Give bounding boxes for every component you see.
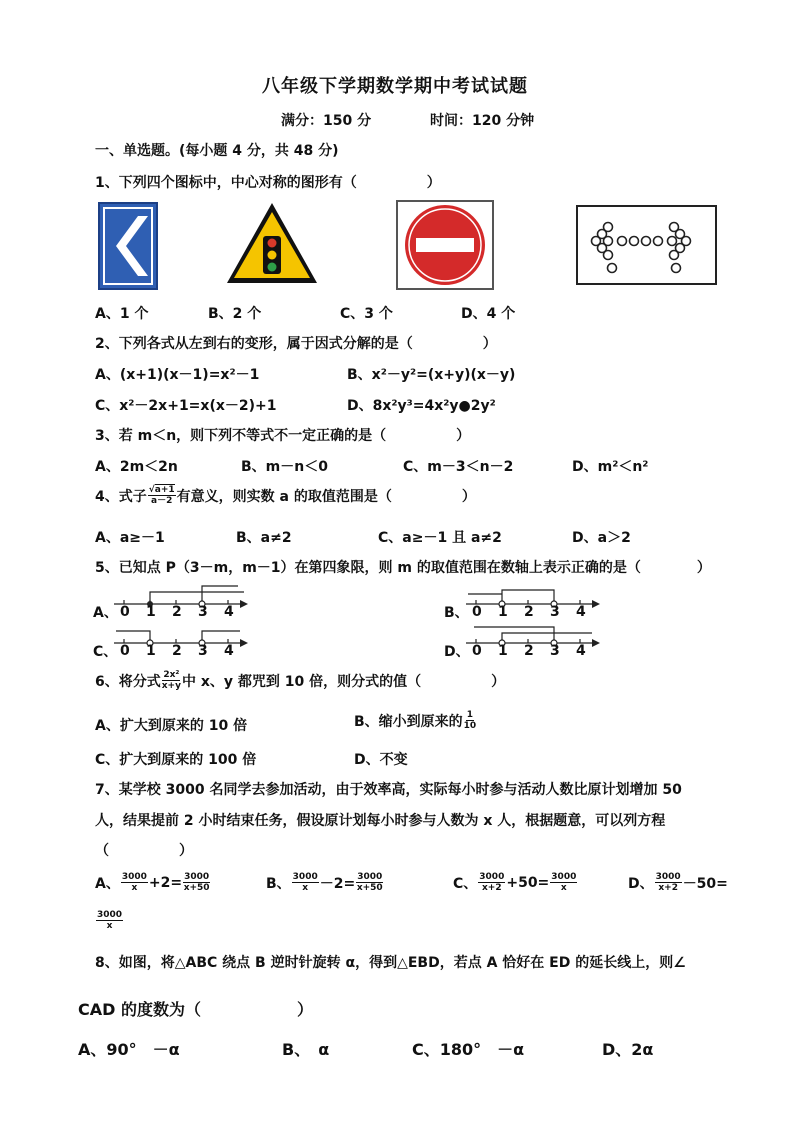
q2-option-b: B、x²－y²=(x+y)(x－y) xyxy=(347,367,516,383)
q8-option-b: B、 α xyxy=(282,1040,330,1059)
q8-line-1: 8、如图，将△ABC 绕点 B 逆时针旋转 α，得到△EBD，若点 A 恰好在 ED 的延长线上，则∠ xyxy=(95,955,686,971)
q2-option-c: C、x²－2x+1=x(x－2)+1 xyxy=(95,398,277,414)
q7-option-c xyxy=(453,872,578,893)
q4-stem xyxy=(95,485,476,506)
q6-denominator: x+y xyxy=(161,681,181,691)
q5-label-b: B、 xyxy=(444,605,469,621)
q1-option-b: B、2 个 xyxy=(208,306,262,322)
q6-option-b-numerator: 1 xyxy=(466,710,474,720)
tick-label: 4 xyxy=(224,604,234,620)
numerator: 3000 xyxy=(121,872,147,882)
q5-label-c: C、 xyxy=(93,644,118,660)
fraction xyxy=(292,872,319,893)
q6-option-c: C、扩大到原来的 100 倍 xyxy=(95,752,257,768)
tick-label: 0 xyxy=(120,643,130,659)
tick-label: 2 xyxy=(172,604,182,620)
tick-label: 0 xyxy=(472,643,482,659)
denominator: x xyxy=(302,883,309,893)
fraction xyxy=(96,910,123,931)
tick-label: 0 xyxy=(472,604,482,620)
q6-option-b xyxy=(354,710,477,731)
q4-denominator: a－2 xyxy=(151,496,173,506)
q3-stem: 3、若 m＜n，则下列不等式不一定正确的是（ ） xyxy=(95,428,471,444)
q7-option-d-continued xyxy=(95,910,124,931)
fraction xyxy=(478,872,505,893)
denominator: x+2 xyxy=(658,883,678,893)
q4-option-c: C、a≥－1 且 a≠2 xyxy=(378,530,502,546)
q3-option-d: D、m²＜n² xyxy=(572,459,649,475)
traffic-light-warning-sign-icon xyxy=(224,200,320,286)
q1-stem: 1、下列四个图标中，中心对称的图形有（ ） xyxy=(95,175,441,191)
q6-numerator: 2x² xyxy=(163,670,180,680)
q7-line-1: 7、某学校 3000 名同学去参加活动，由于效率高，实际每小时参与活动人数比原计划增加 50 xyxy=(95,782,682,798)
chevron-left-sign-icon xyxy=(98,202,158,290)
fraction xyxy=(550,872,577,893)
q1-option-c: C、3 个 xyxy=(340,306,393,322)
tick-label: 4 xyxy=(224,643,234,659)
tick-label: 3 xyxy=(198,643,208,659)
q6-option-b-denominator: 10 xyxy=(463,721,477,731)
q2-option-a: A、(x+1)(x－1)=x²－1 xyxy=(95,367,260,383)
page-title: 八年级下学期数学期中考试试题 xyxy=(262,76,528,97)
q5-stem: 5、已知点 P（3－m，m－1）在第四象限，则 m 的取值范围在数轴上表示正确的是（ ） xyxy=(95,560,711,576)
tick-label: 1 xyxy=(146,604,156,620)
tick-label: 1 xyxy=(498,604,508,620)
q5-label-a: A、 xyxy=(93,605,118,621)
q6-option-b-text: B、缩小到原来的 xyxy=(354,713,463,730)
q4-radicand: a+1 xyxy=(154,485,175,495)
q2-stem: 2、下列各式从左到右的变形，属于因式分解的是（ ） xyxy=(95,336,497,352)
operator: +2= xyxy=(148,874,183,891)
tick-label: 0 xyxy=(120,604,130,620)
numerator: 3000 xyxy=(184,872,210,882)
q6-option-b-fraction xyxy=(464,710,477,731)
denominator: x xyxy=(131,883,138,893)
q7-option-b-label: B、 xyxy=(266,875,291,892)
full-marks: 满分：150 分 xyxy=(281,113,372,129)
operator: +50= xyxy=(506,874,550,891)
q7-option-b xyxy=(266,872,384,893)
q6-stem-pre: 6、将分式 xyxy=(95,673,161,690)
tick-label: 4 xyxy=(576,643,586,659)
q8-option-c: C、180° －α xyxy=(412,1040,525,1059)
q4-radical: √a+1 xyxy=(148,485,175,495)
q6-fraction xyxy=(162,670,181,691)
tick-label: 4 xyxy=(576,604,586,620)
fraction xyxy=(356,872,383,893)
q8-line-2: CAD 的度数为（ ） xyxy=(78,1000,313,1019)
fraction xyxy=(121,872,148,893)
q6-stem xyxy=(95,670,505,691)
tick-label: 3 xyxy=(198,604,208,620)
tick-label: 2 xyxy=(524,643,534,659)
operator: －50= xyxy=(682,875,728,892)
fraction xyxy=(655,872,682,893)
q3-option-b: B、m－n＜0 xyxy=(241,459,328,475)
section-heading: 一、单选题。(每小题 4 分，共 48 分) xyxy=(95,143,339,159)
q3-option-c: C、m－3＜n－2 xyxy=(403,459,514,475)
denominator: x+50 xyxy=(356,883,383,893)
q1-option-a: A、1 个 xyxy=(95,306,149,322)
q7-option-d xyxy=(628,872,728,893)
q1-option-d: D、4 个 xyxy=(461,306,516,322)
numerator: 3000 xyxy=(655,872,681,882)
tick-label: 2 xyxy=(172,643,182,659)
denominator: x xyxy=(106,921,113,931)
q4-stem-post: 有意义，则实数 a 的取值范围是（ ） xyxy=(176,488,476,505)
tick-label: 3 xyxy=(550,643,560,659)
q4-stem-pre: 4、式子 xyxy=(95,488,147,505)
q7-option-a xyxy=(95,872,211,893)
numerator: 3000 xyxy=(357,872,383,882)
tick-label: 2 xyxy=(524,604,534,620)
operator: －2= xyxy=(319,875,356,892)
q4-option-d: D、a＞2 xyxy=(572,530,631,546)
denominator: x+50 xyxy=(183,883,210,893)
q2-option-d: D、8x²y³=4x²y●2y² xyxy=(347,398,496,414)
tick-label: 1 xyxy=(146,643,156,659)
q7-option-a-label: A、 xyxy=(95,875,120,892)
q7-option-c-label: C、 xyxy=(453,875,478,892)
denominator: x xyxy=(560,883,567,893)
numerator: 3000 xyxy=(551,872,577,882)
q4-option-a: A、a≥－1 xyxy=(95,530,165,546)
fraction xyxy=(183,872,210,893)
no-entry-sign-icon xyxy=(396,200,494,290)
tick-label: 1 xyxy=(498,643,508,659)
q8-option-d: D、2α xyxy=(602,1040,654,1059)
numerator: 3000 xyxy=(292,872,318,882)
q4-option-b: B、a≠2 xyxy=(236,530,292,546)
q3-option-a: A、2m＜2n xyxy=(95,459,178,475)
q6-option-a: A、扩大到原来的 10 倍 xyxy=(95,718,248,734)
q6-option-d: D、不变 xyxy=(354,752,408,768)
q5-label-d: D、 xyxy=(444,644,470,660)
exam-time: 时间：120 分钟 xyxy=(430,113,535,129)
dot-arrow-sign-icon xyxy=(576,205,717,285)
q7-line-3: （ ） xyxy=(95,843,193,859)
q4-fraction xyxy=(148,485,176,506)
q7-option-d-label: D、 xyxy=(628,875,654,892)
numerator: 3000 xyxy=(479,872,505,882)
numerator: 3000 xyxy=(97,910,123,920)
denominator: x+2 xyxy=(482,883,502,893)
tick-label: 3 xyxy=(550,604,560,620)
q8-option-a: A、90° －α xyxy=(78,1040,180,1059)
q6-stem-post: 中 x、y 都咒到 10 倍，则分式的值（ ） xyxy=(181,673,506,690)
q7-line-2: 人，结果提前 2 小时结束任务，假设原计划每小时参与人数为 x 人，根据题意，可以列方程 xyxy=(95,813,666,829)
